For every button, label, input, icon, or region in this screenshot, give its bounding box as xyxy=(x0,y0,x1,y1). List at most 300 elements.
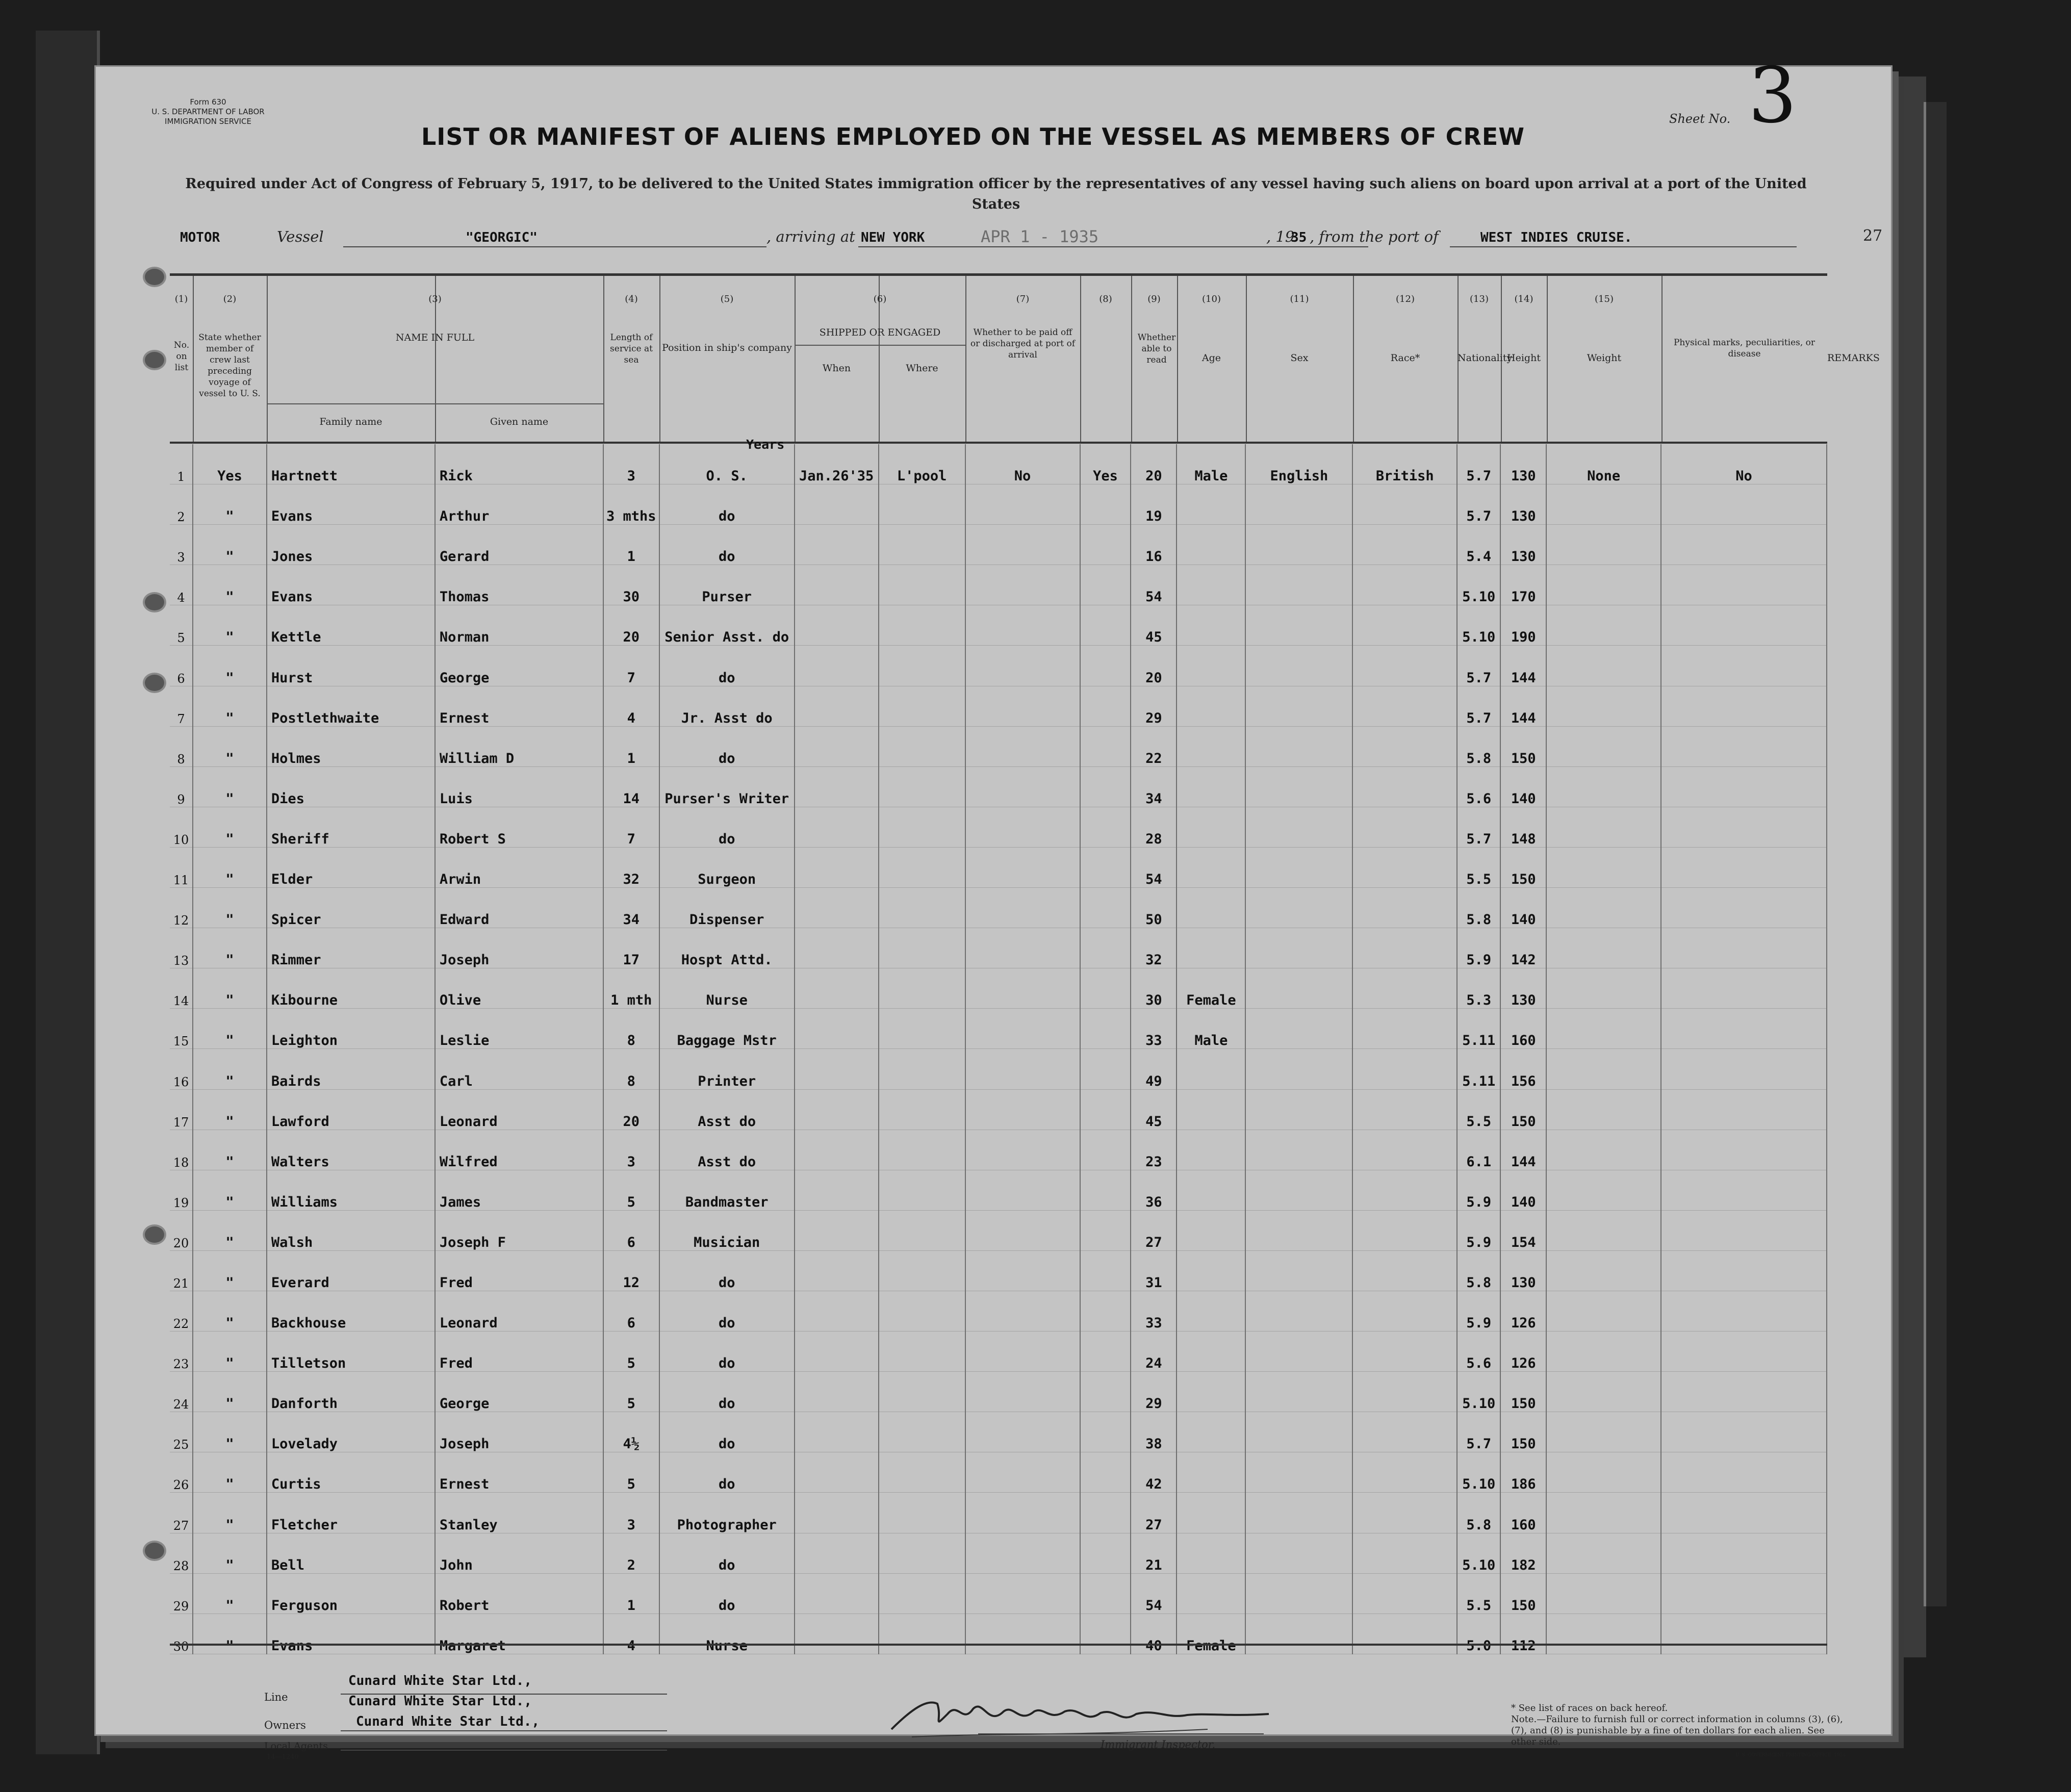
shipped-when-cell xyxy=(795,726,879,766)
nationality-cell xyxy=(1352,1452,1457,1493)
race-cell xyxy=(1245,807,1352,847)
age-cell: 49 xyxy=(1131,1049,1177,1089)
physical-marks-cell xyxy=(1546,525,1661,565)
length-service-cell: 32 xyxy=(603,847,659,887)
col-number: (4) xyxy=(625,294,638,304)
physical-marks-cell xyxy=(1546,928,1661,968)
vessel-name: "GEORGIC" xyxy=(466,230,538,245)
remarks-cell xyxy=(1661,686,1827,726)
row-number-cell: 22 xyxy=(170,1291,193,1331)
prev-voyage-cell: " xyxy=(193,1089,267,1130)
sex-cell xyxy=(1177,525,1245,565)
header-able-read: Whether able to read xyxy=(1137,332,1176,365)
row-number-cell: 11 xyxy=(170,847,193,887)
shipped-where-cell xyxy=(879,1170,965,1210)
prev-voyage-cell: " xyxy=(193,1533,267,1573)
row-number-cell: 18 xyxy=(170,1130,193,1170)
nationality-cell xyxy=(1352,1250,1457,1291)
table-row xyxy=(170,807,1827,847)
height-cell: 5.7 xyxy=(1457,646,1500,686)
row-number-cell: 20 xyxy=(170,1210,193,1250)
height-cell: 5.7 xyxy=(1457,1412,1500,1452)
family-name-cell: Bell xyxy=(267,1533,435,1573)
row-number-cell: 2 xyxy=(170,484,193,525)
sex-cell xyxy=(1177,1170,1245,1210)
race-cell xyxy=(1245,1372,1352,1412)
header-sex: Sex xyxy=(1290,352,1309,364)
paid-off-cell xyxy=(965,525,1080,565)
weight-cell: 170 xyxy=(1500,565,1546,605)
age-cell: 54 xyxy=(1131,565,1177,605)
header-name-in-full: NAME IN FULL xyxy=(395,332,475,343)
sex-cell xyxy=(1177,1493,1245,1533)
physical-marks-cell xyxy=(1546,1573,1661,1614)
remarks-cell xyxy=(1661,1049,1827,1089)
sex-cell xyxy=(1177,1089,1245,1130)
col-number: (9) xyxy=(1147,294,1161,304)
height-cell: 5.11 xyxy=(1457,1049,1500,1089)
family-name-cell: Rimmer xyxy=(267,928,435,968)
shipped-where-cell xyxy=(879,525,965,565)
shipped-when-cell xyxy=(795,1130,879,1170)
given-name-cell: Ernest xyxy=(435,1452,603,1493)
given-name-cell: Carl xyxy=(435,1049,603,1089)
header-age: Age xyxy=(1201,352,1221,364)
sex-cell: Female xyxy=(1177,968,1245,1009)
given-name-cell: George xyxy=(435,1372,603,1412)
shipped-where-cell xyxy=(879,1250,965,1291)
table-row xyxy=(170,1250,1827,1291)
height-cell: 5.8 xyxy=(1457,1493,1500,1533)
shipped-where-cell xyxy=(879,686,965,726)
race-cell xyxy=(1245,1533,1352,1573)
length-service-cell: 5 xyxy=(603,1332,659,1372)
sex-cell xyxy=(1177,686,1245,726)
age-cell: 33 xyxy=(1131,1291,1177,1331)
nationality-cell xyxy=(1352,888,1457,928)
family-name-cell: Walsh xyxy=(267,1210,435,1250)
nationality-cell xyxy=(1352,1130,1457,1170)
family-name-cell: Kettle xyxy=(267,605,435,646)
weight-cell: 160 xyxy=(1500,1009,1546,1049)
age-cell: 34 xyxy=(1131,766,1177,807)
header-nationality: Nationality xyxy=(1458,352,1513,364)
row-number-cell: 12 xyxy=(170,888,193,928)
length-service-cell: 1 xyxy=(603,1573,659,1614)
weight-cell: 130 xyxy=(1500,525,1546,565)
binder-edge xyxy=(36,31,100,1754)
remarks-cell xyxy=(1661,646,1827,686)
shipped-when-cell xyxy=(795,807,879,847)
nationality-cell xyxy=(1352,646,1457,686)
position-cell: do xyxy=(659,484,795,525)
age-cell: 30 xyxy=(1131,968,1177,1009)
shipped-when-cell xyxy=(795,525,879,565)
length-service-cell: 3 xyxy=(603,444,659,484)
family-name-cell: Danforth xyxy=(267,1372,435,1412)
given-name-cell: Leonard xyxy=(435,1291,603,1331)
remarks-cell: No xyxy=(1661,444,1827,484)
weight-cell: 190 xyxy=(1500,605,1546,646)
nationality-cell xyxy=(1352,1493,1457,1533)
family-name-cell: Hartnett xyxy=(267,444,435,484)
family-name-cell: Bairds xyxy=(267,1049,435,1089)
remarks-cell xyxy=(1661,1372,1827,1412)
sheet-label: Sheet No. xyxy=(1669,112,1731,126)
paid-off-cell xyxy=(965,1291,1080,1331)
length-service-cell: 3 xyxy=(603,1493,659,1533)
line-label: Line xyxy=(264,1691,288,1703)
shipped-when-cell xyxy=(795,766,879,807)
given-name-cell: Edward xyxy=(435,888,603,928)
shipped-where-cell xyxy=(879,1009,965,1049)
punch-hole xyxy=(143,673,166,693)
vessel-label: Vessel xyxy=(277,228,324,245)
row-number-cell: 7 xyxy=(170,686,193,726)
nationality-cell xyxy=(1352,1372,1457,1412)
prev-voyage-cell: " xyxy=(193,766,267,807)
row-number-cell: 8 xyxy=(170,726,193,766)
sex-cell xyxy=(1177,1452,1245,1493)
shipped-when-cell xyxy=(795,1170,879,1210)
row-number-cell: 1 xyxy=(170,444,193,484)
paid-off-cell xyxy=(965,726,1080,766)
position-cell: Hospt Attd. xyxy=(659,928,795,968)
arrival-rule xyxy=(858,246,1368,247)
age-cell: 33 xyxy=(1131,1009,1177,1049)
paid-off-cell xyxy=(965,1452,1080,1493)
table-row xyxy=(170,766,1827,807)
weight-cell: 150 xyxy=(1500,1573,1546,1614)
position-cell: do xyxy=(659,1372,795,1412)
col-number: (6) xyxy=(873,294,887,304)
nationality-cell xyxy=(1352,847,1457,887)
able-read-cell xyxy=(1080,1089,1131,1130)
length-service-cell: 8 xyxy=(603,1009,659,1049)
prev-voyage-cell: " xyxy=(193,726,267,766)
prev-voyage-cell: " xyxy=(193,565,267,605)
header-family-name: Family name xyxy=(319,416,382,427)
prev-voyage-cell: " xyxy=(193,525,267,565)
table-row xyxy=(170,1573,1827,1614)
position-cell: Printer xyxy=(659,1049,795,1089)
page-count: 27 xyxy=(1863,227,1883,245)
col-number: (3) xyxy=(428,294,442,304)
shipped-where-cell xyxy=(879,807,965,847)
able-read-cell xyxy=(1080,1170,1131,1210)
agents-value: Cunard White Star Ltd., xyxy=(356,1714,540,1729)
header-physical: Physical marks, peculiarities, or disease xyxy=(1673,338,1816,359)
table-row xyxy=(170,1291,1827,1331)
weight-cell: 160 xyxy=(1500,1493,1546,1533)
age-cell: 27 xyxy=(1131,1210,1177,1250)
height-cell: 5.9 xyxy=(1457,928,1500,968)
weight-cell: 126 xyxy=(1500,1332,1546,1372)
position-cell: Asst do xyxy=(659,1089,795,1130)
sex-cell xyxy=(1177,646,1245,686)
able-read-cell xyxy=(1080,1250,1131,1291)
physical-marks-cell xyxy=(1546,1452,1661,1493)
shipped-when-cell xyxy=(795,847,879,887)
given-name-cell: Thomas xyxy=(435,565,603,605)
height-cell: 5.8 xyxy=(1457,888,1500,928)
physical-marks-cell xyxy=(1546,766,1661,807)
remarks-cell xyxy=(1661,766,1827,807)
header-paid-off: Whether to be paid off or discharged at port of arrival xyxy=(970,327,1076,360)
family-name-cell: Spicer xyxy=(267,888,435,928)
able-read-cell xyxy=(1080,847,1131,887)
length-service-cell: 4 xyxy=(603,686,659,726)
shipped-where-cell xyxy=(879,847,965,887)
paid-off-cell xyxy=(965,1332,1080,1372)
shipped-when-cell xyxy=(795,686,879,726)
paid-off-cell xyxy=(965,1412,1080,1452)
length-service-cell: 3 xyxy=(603,1130,659,1170)
page-subtitle: Required under Act of Congress of February 5, 1917, to be delivered to the United States immigration officer by the representatives of any vessel having such aliens on board upon arrival at a port of the United States xyxy=(185,176,1807,212)
age-cell: 28 xyxy=(1131,807,1177,847)
shipped-where-cell xyxy=(879,1493,965,1533)
position-cell: Purser xyxy=(659,565,795,605)
given-name-cell: Arwin xyxy=(435,847,603,887)
length-service-cell: 7 xyxy=(603,807,659,847)
line-value: Cunard White Star Ltd., xyxy=(348,1673,532,1688)
nationality-cell xyxy=(1352,525,1457,565)
table-row xyxy=(170,525,1827,565)
remarks-cell xyxy=(1661,1412,1827,1452)
row-number-cell: 19 xyxy=(170,1170,193,1210)
shipped-when-cell xyxy=(795,1049,879,1089)
arrival-date-stamp: APR 1 - 1935 xyxy=(981,227,1099,246)
age-cell: 54 xyxy=(1131,847,1177,887)
vessel-rule xyxy=(343,246,766,247)
shipped-where-cell xyxy=(879,1452,965,1493)
physical-marks-cell xyxy=(1546,565,1661,605)
inspector-label: Immigrant Inspector. xyxy=(1101,1738,1216,1751)
row-number-cell: 24 xyxy=(170,1372,193,1412)
family-name-cell: Evans xyxy=(267,484,435,525)
length-service-cell: 17 xyxy=(603,928,659,968)
col-number: (1) xyxy=(174,294,188,304)
height-cell: 5.9 xyxy=(1457,1291,1500,1331)
able-read-cell xyxy=(1080,1130,1131,1170)
shipped-when-cell xyxy=(795,1493,879,1533)
prev-voyage-cell: " xyxy=(193,1412,267,1452)
position-cell: Bandmaster xyxy=(659,1170,795,1210)
sex-cell xyxy=(1177,1412,1245,1452)
physical-marks-cell xyxy=(1546,968,1661,1009)
table-row xyxy=(170,605,1827,646)
age-cell: 23 xyxy=(1131,1130,1177,1170)
sex-cell xyxy=(1177,1372,1245,1412)
able-read-cell xyxy=(1080,1573,1131,1614)
sex-cell xyxy=(1177,1049,1245,1089)
shipped-when-cell: Jan.26'35 xyxy=(795,444,879,484)
age-cell: 19 xyxy=(1131,484,1177,525)
nationality-cell xyxy=(1352,686,1457,726)
punch-hole xyxy=(143,350,166,370)
table-row xyxy=(170,686,1827,726)
race-cell xyxy=(1245,726,1352,766)
shipped-when-cell xyxy=(795,1332,879,1372)
physical-marks-cell xyxy=(1546,605,1661,646)
shipped-where-cell xyxy=(879,888,965,928)
table-row xyxy=(170,1089,1827,1130)
able-read-cell xyxy=(1080,605,1131,646)
remarks-cell xyxy=(1661,1009,1827,1049)
height-cell: 6.1 xyxy=(1457,1130,1500,1170)
shipped-when-cell xyxy=(795,888,879,928)
from-port-label: , from the port of xyxy=(1310,228,1439,245)
able-read-cell xyxy=(1080,766,1131,807)
shipped-when-cell xyxy=(795,1372,879,1412)
prev-voyage-cell: " xyxy=(193,928,267,968)
row-number-cell: 5 xyxy=(170,605,193,646)
position-cell: do xyxy=(659,525,795,565)
row-number-cell: 21 xyxy=(170,1250,193,1291)
sex-cell xyxy=(1177,888,1245,928)
given-name-cell: William D xyxy=(435,726,603,766)
race-cell xyxy=(1245,1493,1352,1533)
height-cell: 5.5 xyxy=(1457,1573,1500,1614)
height-cell: 5.5 xyxy=(1457,1089,1500,1130)
able-read-cell: Yes xyxy=(1080,444,1131,484)
nationality-cell xyxy=(1352,484,1457,525)
position-cell: Nurse xyxy=(659,1614,795,1654)
header-race: Race* xyxy=(1390,352,1420,364)
able-read-cell xyxy=(1080,565,1131,605)
sex-cell xyxy=(1177,1210,1245,1250)
paid-off-cell xyxy=(965,605,1080,646)
height-cell: 5.8 xyxy=(1457,1250,1500,1291)
race-cell xyxy=(1245,1009,1352,1049)
given-name-cell: Margaret xyxy=(435,1614,603,1654)
position-cell: Baggage Mstr xyxy=(659,1009,795,1049)
from-port-rule xyxy=(1450,246,1797,247)
age-cell: 42 xyxy=(1131,1452,1177,1493)
remarks-cell xyxy=(1661,1573,1827,1614)
length-service-cell: 20 xyxy=(603,1089,659,1130)
sex-cell xyxy=(1177,726,1245,766)
shipped-where-cell: L'pool xyxy=(879,444,965,484)
remarks-cell xyxy=(1661,1533,1827,1573)
shipped-where-cell xyxy=(879,605,965,646)
shipped-where-cell xyxy=(879,1049,965,1089)
row-number-cell: 16 xyxy=(170,1049,193,1089)
weight-cell: 186 xyxy=(1500,1452,1546,1493)
race-cell xyxy=(1245,686,1352,726)
remarks-cell xyxy=(1661,847,1827,887)
race-cell xyxy=(1245,1049,1352,1089)
height-cell: 5.10 xyxy=(1457,1533,1500,1573)
prev-voyage-cell: " xyxy=(193,605,267,646)
prev-voyage-cell: " xyxy=(193,646,267,686)
race-cell xyxy=(1245,928,1352,968)
shipped-where-cell xyxy=(879,1210,965,1250)
row-number-cell: 26 xyxy=(170,1452,193,1493)
race-cell xyxy=(1245,766,1352,807)
prev-voyage-cell: " xyxy=(193,1170,267,1210)
age-cell: 29 xyxy=(1131,1372,1177,1412)
family-name-cell: Williams xyxy=(267,1170,435,1210)
crew-table xyxy=(170,444,1827,1654)
manifest-sheet xyxy=(94,52,1893,1761)
physical-marks-cell xyxy=(1546,726,1661,766)
family-name-cell: Sheriff xyxy=(267,807,435,847)
table-row xyxy=(170,1130,1827,1170)
paid-off-cell xyxy=(965,1493,1080,1533)
shipped-when-cell xyxy=(795,1614,879,1654)
weight-cell: 150 xyxy=(1500,847,1546,887)
race-cell xyxy=(1245,1089,1352,1130)
given-name-cell: Rick xyxy=(435,444,603,484)
height-cell: 5.0 xyxy=(1457,1614,1500,1654)
header-where: Where xyxy=(906,363,938,374)
col-number: (14) xyxy=(1514,294,1533,304)
table-row xyxy=(170,928,1827,968)
sex-cell xyxy=(1177,1573,1245,1614)
physical-marks-cell xyxy=(1546,1210,1661,1250)
age-cell: 54 xyxy=(1131,1573,1177,1614)
able-read-cell xyxy=(1080,1614,1131,1654)
weight-cell: 142 xyxy=(1500,928,1546,968)
table-header: (1) (2) (3) (4) (5) (6) (7) (8) (9) (10) (11) (12) (13) (14) (15) No. on list State whether member of crew last preceding voyage of vessel to U. S. NAME IN FULL Family name Given name Length of service at sea Position in ship's company SHIPPED OR ENGAGED When Where Whether to be paid off or discharged at port of arrival Whether able to read Age Sex Race* Nationality Height Weight Physical marks, peculiarities, or disease REMARKS xyxy=(170,276,1827,444)
nationality-cell xyxy=(1352,928,1457,968)
race-cell xyxy=(1245,888,1352,928)
nationality-cell xyxy=(1352,726,1457,766)
years-label: Years xyxy=(746,437,785,452)
shipped-where-cell xyxy=(879,1372,965,1412)
paid-off-cell xyxy=(965,1533,1080,1573)
prev-voyage-cell: " xyxy=(193,807,267,847)
shipped-where-cell xyxy=(879,565,965,605)
length-service-cell: 3 mths xyxy=(603,484,659,525)
row-number-cell: 23 xyxy=(170,1332,193,1372)
shipped-where-cell xyxy=(879,1332,965,1372)
able-read-cell xyxy=(1080,1009,1131,1049)
prev-voyage-cell: " xyxy=(193,1009,267,1049)
row-number-cell: 17 xyxy=(170,1089,193,1130)
height-cell: 5.7 xyxy=(1457,686,1500,726)
position-cell: do xyxy=(659,726,795,766)
shipped-where-cell xyxy=(879,1089,965,1130)
vessel-prefix: MOTOR xyxy=(180,230,220,245)
year-value: 35 xyxy=(1291,230,1307,245)
header-height: Height xyxy=(1507,352,1541,364)
table-row xyxy=(170,726,1827,766)
remarks-cell xyxy=(1661,1130,1827,1170)
table-row xyxy=(170,646,1827,686)
age-cell: 36 xyxy=(1131,1170,1177,1210)
given-name-cell: Gerard xyxy=(435,525,603,565)
physical-marks-cell xyxy=(1546,1533,1661,1573)
table-row xyxy=(170,1452,1827,1493)
able-read-cell xyxy=(1080,1533,1131,1573)
table-row xyxy=(170,1170,1827,1210)
prev-voyage-cell: " xyxy=(193,1130,267,1170)
length-service-cell: 2 xyxy=(603,1533,659,1573)
position-cell: do xyxy=(659,1533,795,1573)
punch-hole xyxy=(143,1224,166,1245)
shipped-when-cell xyxy=(795,1089,879,1130)
nationality-cell xyxy=(1352,1614,1457,1654)
family-name-cell: Backhouse xyxy=(267,1291,435,1331)
shipped-when-cell xyxy=(795,605,879,646)
paid-off-cell xyxy=(965,1170,1080,1210)
weight-cell: 148 xyxy=(1500,807,1546,847)
table-row xyxy=(170,1614,1827,1654)
punch-hole xyxy=(143,267,166,287)
vessel-line xyxy=(180,227,1883,249)
